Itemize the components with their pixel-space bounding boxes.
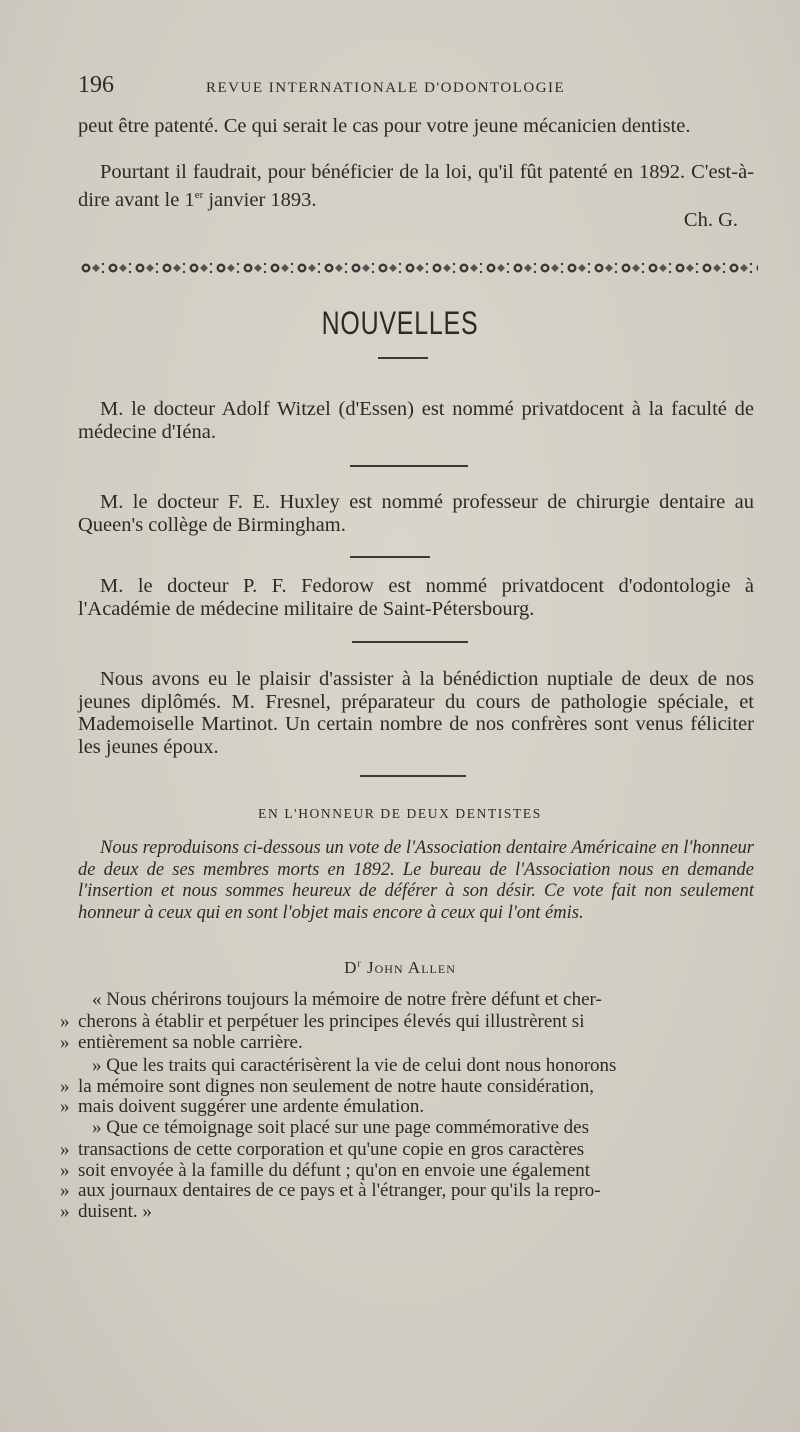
news-item-3-text: M. le docteur P. F. Fedorow est nommé privatdocent d'odontologie à l'Académie de médecine militaire de Saint-Pétersbourg.: [78, 575, 754, 620]
intro-paragraph-1: peut être patenté. Ce qui serait le cas pour votre jeune mécanicien dentiste.: [78, 115, 691, 137]
quote-line-text: duisent. »: [78, 1201, 152, 1222]
quote-gutter-mark: »: [60, 1076, 70, 1097]
intro-para2-text: Pourtant il faudrait, pour bénéficier de la loi, qu'il fût patenté en 1892. C'est-à-dire avant le 1er janvier 1893.: [78, 161, 754, 211]
news-item-2: [78, 491, 754, 536]
news-item-4: [78, 668, 754, 758]
quote-line: [78, 1118, 754, 1138]
news-item-1-text: M. le docteur Adolf Witzel (d'Essen) est nommé privatdocent à la faculté de médecine d'Iéna.: [78, 398, 754, 443]
quote-line: [60, 1011, 754, 1032]
page-number: 196: [78, 72, 114, 98]
running-title: REVUE INTERNATIONALE D'ODONTOLOGIE: [206, 80, 566, 96]
author-name: John Allen: [367, 958, 456, 977]
quote-line-text: entièrement sa noble carrière.: [78, 1032, 303, 1053]
quote-gutter-mark: »: [60, 1180, 70, 1201]
quote-line-text: transactions de cette corporation et qu'une copie en gros caractères: [78, 1139, 585, 1160]
quote-line: [78, 1056, 754, 1076]
tribute-title: EN L'HONNEUR DE DEUX DENTISTES: [258, 806, 542, 821]
tribute-quote: [60, 989, 754, 1222]
quote-line: [60, 1076, 754, 1097]
tribute-intro-text: Nous reproduisons ci-dessous un vote de l'Association dentaire Américaine en l'honneur de deux de ses membres morts en 1892. Le bureau de l'Association nous en demande l'insertion et nous sommes heureux de déférer à son désir. Ce vote fait non seulement honneur à ceux qui en sont l'objet mais encore à ceux qui l'ont émis.: [78, 838, 754, 923]
quote-line: [78, 990, 754, 1010]
quote-line-text: soit envoyée à la famille du défunt ; qu'on en envoie une également: [78, 1160, 591, 1181]
quote-line: [60, 1032, 754, 1053]
news-rule-3: [352, 641, 468, 643]
quote-line: [60, 1201, 754, 1222]
quote-line: [60, 1139, 754, 1160]
quote-gutter-mark: »: [60, 1139, 70, 1160]
quote-gutter-mark: »: [60, 1201, 70, 1222]
quote-line: [60, 1180, 754, 1201]
quote-gutter-mark: »: [60, 1096, 70, 1117]
title-rule: [378, 357, 428, 359]
tribute-author: [0, 958, 800, 978]
intro-paragraph-2: [78, 161, 754, 211]
tribute-intro: [78, 838, 754, 924]
news-rule-4: [360, 775, 466, 777]
news-item-1: [78, 398, 754, 443]
news-item-2-text: M. le docteur F. E. Huxley est nommé professeur de chirurgie dentaire au Queen's collège de Birmingham.: [78, 491, 754, 536]
page-header: [78, 72, 758, 102]
news-rule-1: [350, 465, 468, 467]
section-title: NOUVELLES: [321, 305, 479, 341]
news-item-4-text: Nous avons eu le plaisir d'assister à la bénédiction nuptiale de deux de nos jeunes diplômés. M. Fresnel, préparateur du cours de pathologie spéciale, et Mademoiselle Martinot. Un certain nombre de nos confrères sont venus féliciter les jeunes époux.: [78, 668, 754, 758]
ornamental-divider: [78, 260, 758, 276]
quote-line: [60, 1096, 754, 1117]
signature: Ch. G.: [683, 209, 738, 231]
quote-line-text: « Nous chérirons toujours la mémoire de notre frère défunt et cher-: [92, 989, 602, 1010]
quote-gutter-mark: »: [60, 1032, 70, 1053]
quote-line-text: cherons à établir et perpétuer les principes élevés qui illustrèrent si: [78, 1011, 585, 1032]
news-rule-2: [350, 556, 430, 558]
quote-line-text: la mémoire sont dignes non seulement de notre haute considération,: [78, 1076, 595, 1097]
quote-line-text: » Que ce témoignage soit placé sur une page commémorative des: [92, 1117, 589, 1138]
author-prefix: $D^r$: [344, 958, 362, 977]
quote-line-text: aux journaux dentaires de ce pays et à l'étranger, pour qu'ils la repro-: [78, 1180, 601, 1201]
quote-line-text: » Que les traits qui caractérisèrent la vie de celui dont nous honorons: [92, 1055, 617, 1076]
quote-gutter-mark: »: [60, 1011, 70, 1032]
quote-gutter-mark: »: [60, 1160, 70, 1181]
quote-line: [60, 1160, 754, 1181]
news-item-3: [78, 575, 754, 620]
quote-line-text: mais doivent suggérer une ardente émulation.: [78, 1096, 425, 1117]
